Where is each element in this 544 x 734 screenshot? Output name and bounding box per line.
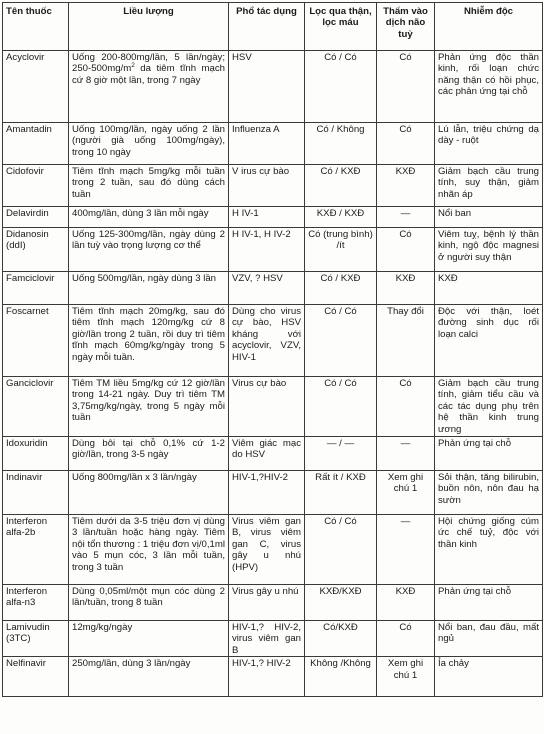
table-row [3, 657, 543, 697]
dosage-text: 400mg/lần, dùng 3 lần mỗi ngày [72, 208, 209, 219]
spectrum-cell: HSV [229, 51, 305, 123]
csf-penetration-cell: Xem ghi chú 1 [377, 657, 435, 697]
header-csf-penetration: Thấm vào dịch não tuỷ [377, 3, 435, 51]
dosage-superscript: 2 [131, 62, 135, 70]
dosage-text: Uống 800mg/lần x 3 lần/ngày [72, 472, 197, 483]
spectrum-cell: Virus cự bào [229, 377, 305, 437]
dosage-text: 250mg/lần, dùng 3 lần/ngày [72, 658, 191, 670]
toxicity-cell: Phản ứng độc thần kinh, rối loạn chức năng thận có hồi phục, các phản ứng tại chỗ [435, 51, 543, 123]
dosage-cell [69, 657, 229, 697]
dosage-cell [69, 207, 229, 228]
table-row [3, 207, 543, 228]
drug-name-cell: Interferon alfa-2b [3, 515, 69, 585]
renal-filtration-cell: Có / KXĐ [305, 272, 377, 305]
toxicity-cell: Phản ứng tại chỗ [435, 437, 543, 471]
table-row [3, 165, 543, 207]
spectrum-cell: VZV, ? HSV [229, 272, 305, 305]
table-row [3, 228, 543, 272]
toxicity-cell: Lú lẫn, triệu chứng dạ dày - ruột [435, 123, 543, 165]
spectrum-cell: Virus viêm gan B, virus viêm gan C, virus gây u nhú (HPV) [229, 515, 305, 585]
drug-name-cell: Nelfinavir [3, 657, 69, 697]
dosage-text: Tiêm dưới da 3-5 triệu đơn vị dùng 3 lần/tuần hoặc hàng ngày. Tiêm nội tổn thương : 1 triệu đơn vị/0,1ml vào 5 mụn cóc, 3 lần mỗi tuần, trong 3 tuần [72, 516, 225, 573]
toxicity-cell: Phản ứng tại chỗ [435, 585, 543, 621]
spectrum-cell: HIV-1,? HIV-2 [229, 657, 305, 697]
spectrum-cell: Dùng cho virus cự bào, HSV kháng với acyclovir, VZV, HIV-1 [229, 305, 305, 377]
dosage-cell [69, 621, 229, 657]
toxicity-cell: Viêm tuỵ, bệnh lý thần kinh, ngộ độc magnesi ở người suy thận [435, 228, 543, 272]
header-toxicity: Nhiễm độc [435, 3, 543, 51]
dosage-text: Dùng bôi tại chỗ 0,1% cứ 1-2 giờ/lần, trong 3-5 ngày [72, 438, 225, 461]
dosage-cell [69, 377, 229, 437]
table-row [3, 272, 543, 305]
dosage-text: Uống 100mg/lần, ngày uống 2 lần (người già uống 100mg/ngày), trong 10 ngày [72, 124, 225, 158]
csf-penetration-cell: Có [377, 377, 435, 437]
antiviral-drug-table [2, 2, 543, 697]
toxicity-cell: Ỉa chảy [435, 657, 543, 697]
renal-filtration-cell: Rất ít / KXĐ [305, 471, 377, 515]
dosage-text: 12mg/kg/ngày [72, 622, 133, 633]
header-row [3, 3, 543, 51]
dosage-text: Dùng 0,05ml/một mụn cóc dùng 2 lần/tuần, trong 8 tuần [72, 586, 225, 609]
dosage-text: Tiêm TM liều 5mg/kg cứ 12 giờ/lần trong 14-21 ngày. Duy trì tiêm TM 3,75mg/kg/ngày, trong 5 ngày mỗi tuần [72, 378, 225, 424]
dosage-cell [69, 471, 229, 515]
toxicity-cell: Sỏi thận, tăng bilirubin, buồn nôn, nôn đau hạ sườn [435, 471, 543, 515]
table-row [3, 123, 543, 165]
renal-filtration-cell: KXĐ / KXĐ [305, 207, 377, 228]
table-row [3, 471, 543, 515]
table-row [3, 437, 543, 471]
drug-name-cell: Ganciclovir [3, 377, 69, 437]
toxicity-cell: Hội chứng giống cúm ức chế tuỷ, độc với thần kinh [435, 515, 543, 585]
dosage-text: Uống 200-800mg/lần, 5 lần/ngày; 250-500mg/m [72, 52, 225, 75]
renal-filtration-cell: Có/KXĐ [305, 621, 377, 657]
table-row [3, 621, 543, 657]
toxicity-cell: Nổi ban, đau đầu, mất ngủ [435, 621, 543, 657]
drug-name-cell: Interferon alfa-n3 [3, 585, 69, 621]
header-spectrum: Phổ tác dụng [229, 3, 305, 51]
dosage-cell [69, 305, 229, 377]
toxicity-cell: KXĐ [435, 272, 543, 305]
csf-penetration-cell: Có [377, 123, 435, 165]
header-drug-name: Tên thuốc [3, 3, 69, 51]
dosage-cell [69, 165, 229, 207]
spectrum-cell: Viêm giác mạc do HSV [229, 437, 305, 471]
csf-penetration-cell: Thay đổi [377, 305, 435, 377]
csf-penetration-cell: KXĐ [377, 585, 435, 621]
table-row [3, 515, 543, 585]
header-renal-filtration: Lọc qua thận, lọc máu [305, 3, 377, 51]
table-row [3, 51, 543, 123]
dosage-text: Tiêm tĩnh mạch 5mg/kg mỗi tuần trong 2 tuần, sau đó dùng cách tuần [72, 166, 225, 200]
table-row [3, 305, 543, 377]
renal-filtration-cell: Có (trung bình) /ít [305, 228, 377, 272]
dosage-text: Tiêm tĩnh mạch 20mg/kg, sau đó tiêm tĩnh mạch 120mg/kg cứ 8 giờ/lần trong 2 tuần, rồi duy trì tiêm tĩnh mạch 60mg/kg/ngày trong 5 ngày mỗi tuần. [72, 306, 225, 363]
spectrum-cell: Virus gây u nhú [229, 585, 305, 621]
drug-name-cell: Indinavir [3, 471, 69, 515]
drug-name-cell: Famciclovir [3, 272, 69, 305]
toxicity-cell: Độc với thận, loét đường sinh dục rối loạn calci [435, 305, 543, 377]
toxicity-cell: Giảm bạch cầu trung tính, giảm tiểu cầu và các tác dụng phụ trên hệ thần kinh trung ương [435, 377, 543, 437]
csf-penetration-cell: Xem ghi chú 1 [377, 471, 435, 515]
spectrum-cell: V irus cự bào [229, 165, 305, 207]
csf-penetration-cell: KXĐ [377, 165, 435, 207]
dosage-text-continued: da tiêm tĩnh mạch cứ 8 giờ một lần, trong 7 ngày [72, 63, 225, 86]
renal-filtration-cell: Không /Không [305, 657, 377, 697]
spectrum-cell: Influenza A [229, 123, 305, 165]
dosage-cell [69, 437, 229, 471]
drug-name-cell: Acyclovir [3, 51, 69, 123]
renal-filtration-cell: — / — [305, 437, 377, 471]
renal-filtration-cell: Có / Có [305, 515, 377, 585]
header-dosage: Liều lượng [69, 3, 229, 51]
drug-name-cell: Lamivudin (3TC) [3, 621, 69, 657]
drug-name-cell: Delavirdin [3, 207, 69, 228]
toxicity-cell: Nổi ban [435, 207, 543, 228]
dosage-text: Uống 500mg/lần, ngày dùng 3 lần [72, 273, 217, 284]
table-row [3, 585, 543, 621]
spectrum-cell: HIV-1,?HIV-2 [229, 471, 305, 515]
toxicity-cell: Giảm bạch cầu trung tính, suy thận, giảm nhãn áp [435, 165, 543, 207]
csf-penetration-cell: — [377, 437, 435, 471]
renal-filtration-cell: Có / Có [305, 377, 377, 437]
drug-name-cell: Foscarnet [3, 305, 69, 377]
drug-name-cell: Cidofovir [3, 165, 69, 207]
renal-filtration-cell: KXĐ/KXĐ [305, 585, 377, 621]
csf-penetration-cell: KXĐ [377, 272, 435, 305]
spectrum-cell: HIV-1,? HIV-2, virus viêm gan B [229, 621, 305, 657]
csf-penetration-cell: — [377, 515, 435, 585]
renal-filtration-cell: Có / Có [305, 51, 377, 123]
drug-name-cell: Idoxuridin [3, 437, 69, 471]
dosage-cell [69, 123, 229, 165]
spectrum-cell: H IV-1, H IV-2 [229, 228, 305, 272]
dosage-cell [69, 515, 229, 585]
dosage-cell [69, 228, 229, 272]
csf-penetration-cell: — [377, 207, 435, 228]
table-body [3, 51, 543, 697]
renal-filtration-cell: Có / Không [305, 123, 377, 165]
drug-name-cell: Didanosin (ddI) [3, 228, 69, 272]
csf-penetration-cell: Có [377, 51, 435, 123]
dosage-cell [69, 272, 229, 305]
dosage-cell [69, 585, 229, 621]
spectrum-cell: H IV-1 [229, 207, 305, 228]
drug-name-cell: Amantadin [3, 123, 69, 165]
csf-penetration-cell: Có [377, 228, 435, 272]
renal-filtration-cell: Có / KXĐ [305, 165, 377, 207]
csf-penetration-cell: Có [377, 621, 435, 657]
table-row [3, 377, 543, 437]
renal-filtration-cell: Có / Có [305, 305, 377, 377]
dosage-cell [69, 51, 229, 123]
dosage-text: Uống 125-300mg/lần, ngày dùng 2 lần tuỳ vào trọng lượng cơ thể [72, 229, 225, 252]
